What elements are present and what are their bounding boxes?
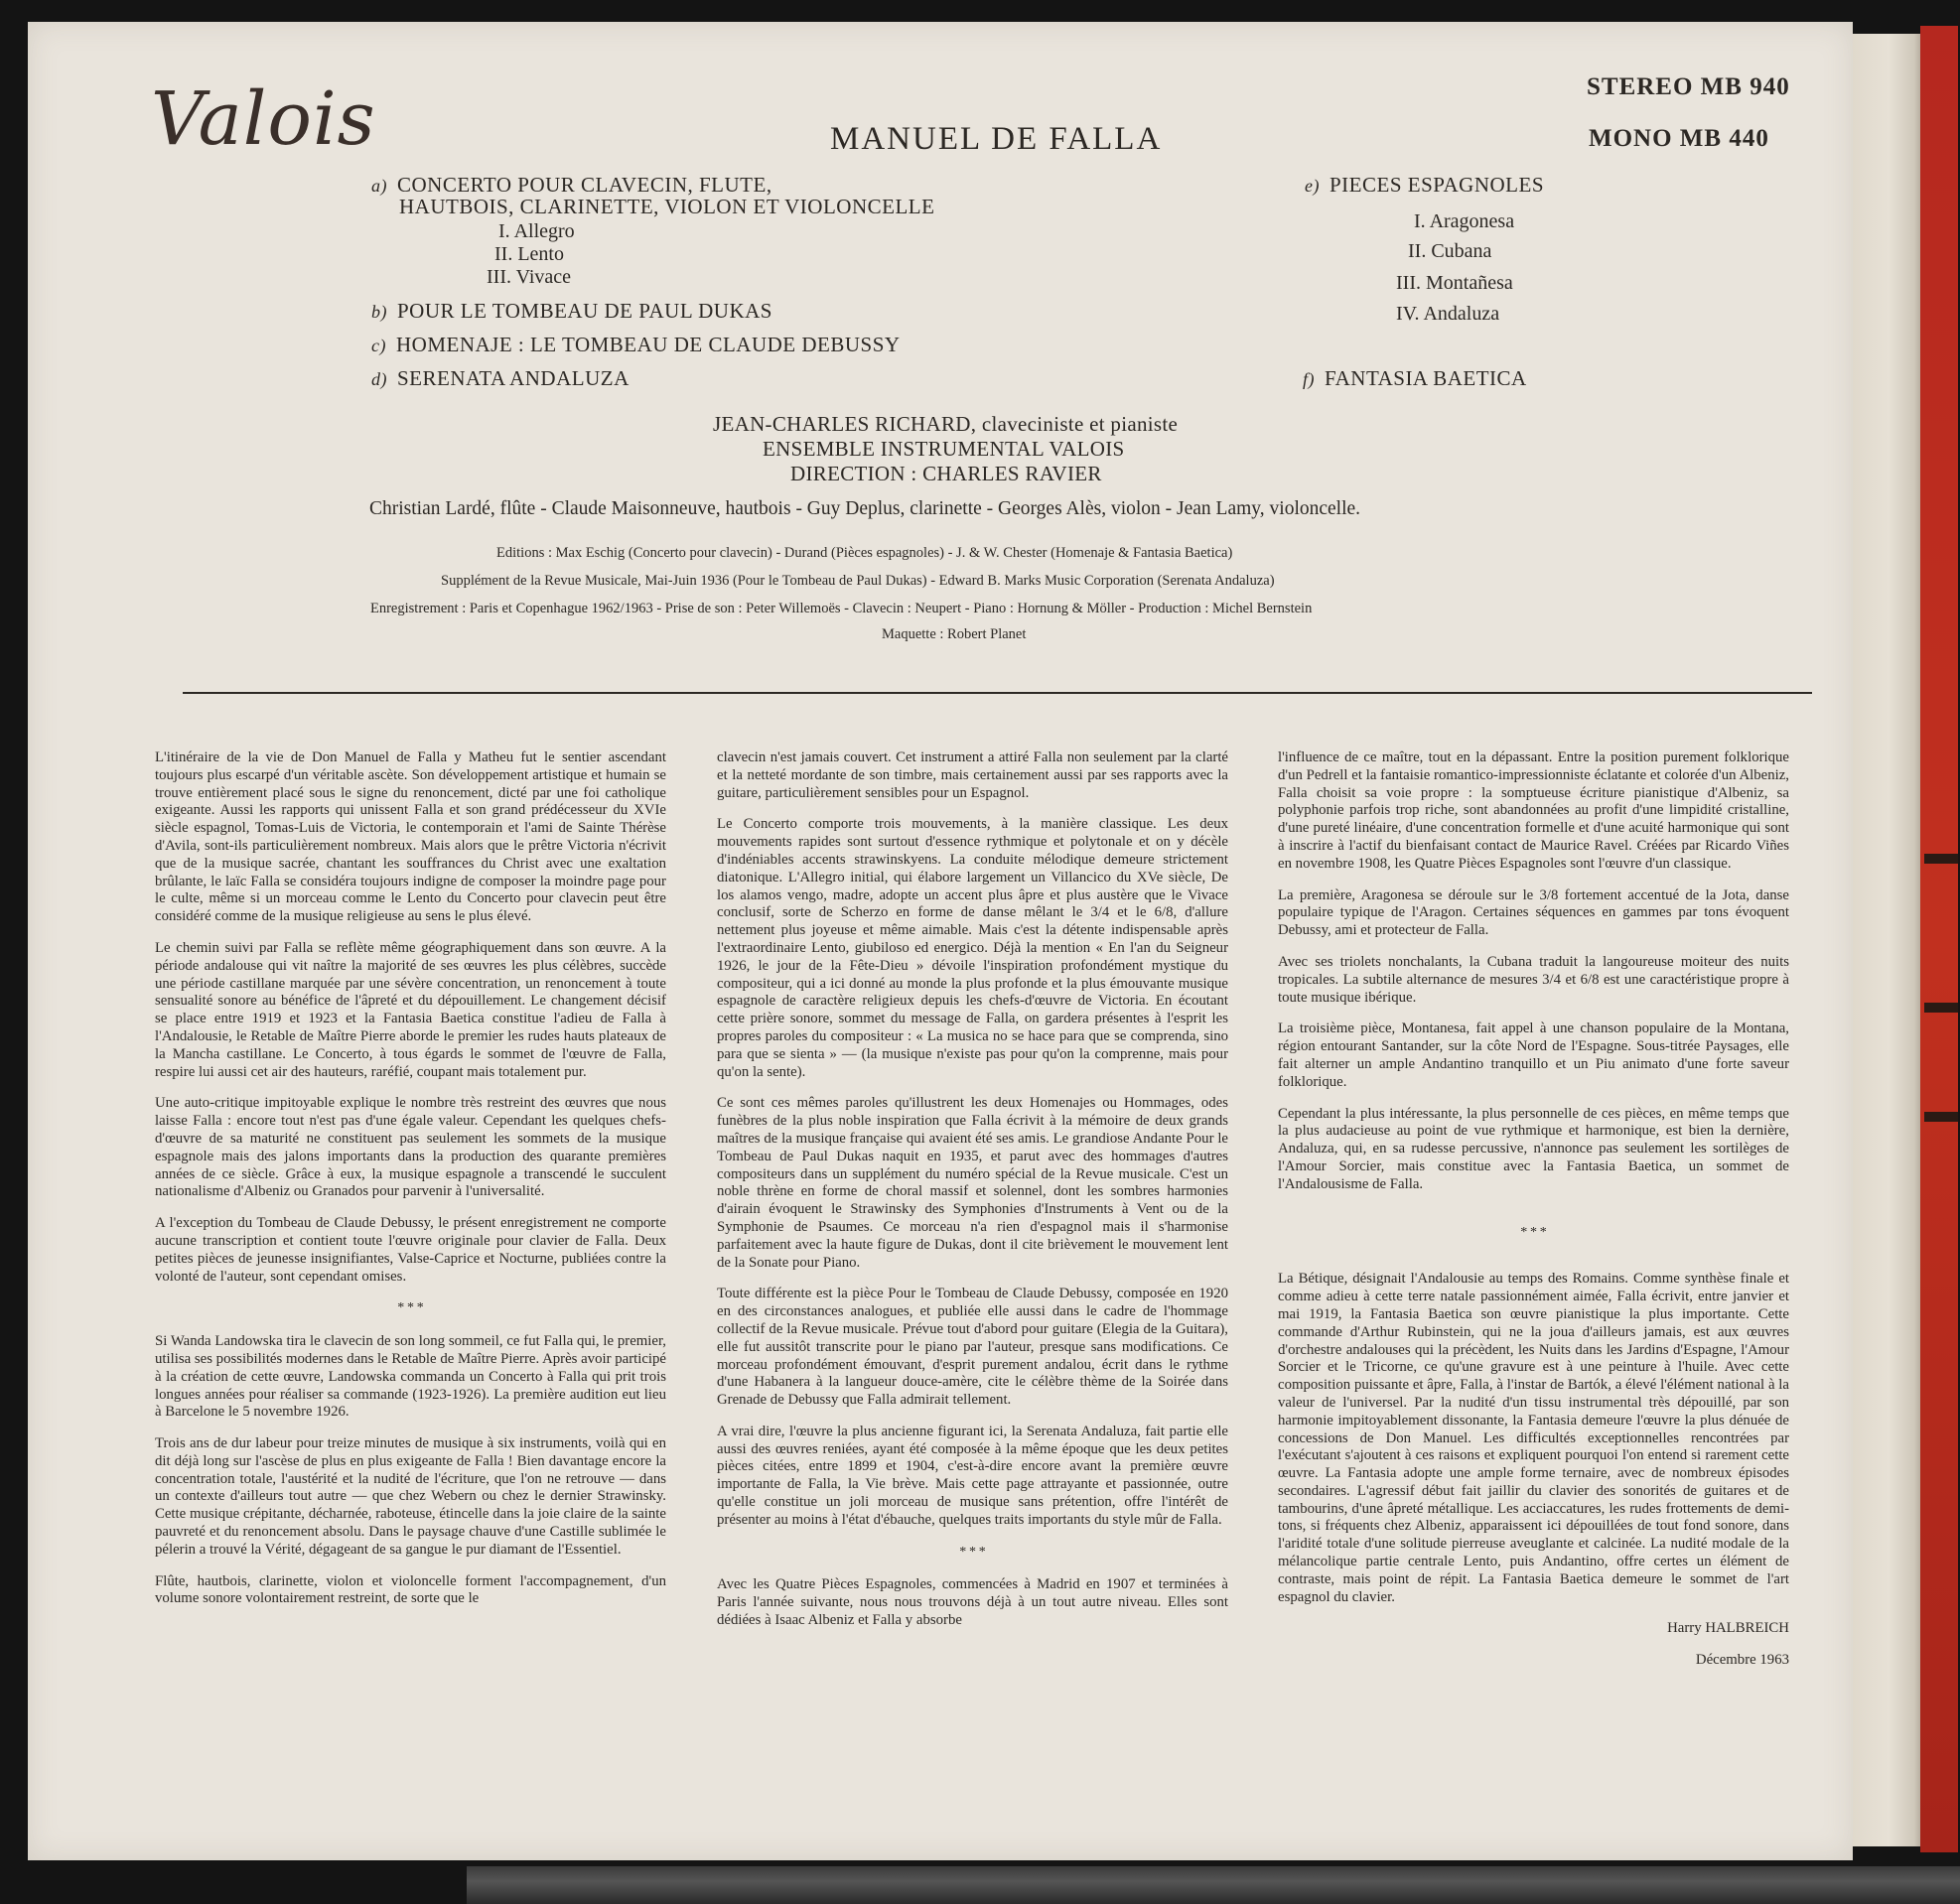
notes-column-2 xyxy=(717,749,1228,1644)
movement: IV. Andaluza xyxy=(1396,303,1500,325)
editions-line-3: Enregistrement : Paris et Copenhague 1962/1963 - Prise de son : Peter Willemoës - Clavecin : Neupert - Piano : Hornung & Möller - Production : Michel Bernstein xyxy=(370,601,1313,616)
note-paragraph: L'itinéraire de la vie de Don Manuel de Falla y Matheu fut le sentier ascendant toujours plus escarpé d'un véritable ascète. Son développement artistique et humain se trouve entièrement placé sous le signe du renoncement, dicté par une foi catholique exigeante. Aussi les rapports qui unissent Falla et son grand prédécesseur du XVIe siècle espagnol, Tomas-Luis de Victoria, le contemporain et l'ami de Sainte Thérèse d'Avila, sont-ils particulièrement nombreux. Mais alors que le prêtre Victoria n'écrivit que de la musique sacrée, chantant les souffrances du Christ avec une exaltation brûlante, le laïc Falla se considéra toujours indigne de composer la moindre page pour le culte, même si un morceau comme le Lento du Concerto pour clavecin peut être considéré comme de la musique religieuse au sens le plus élevé. xyxy=(155,749,666,925)
edge-stripe xyxy=(1924,854,1958,864)
note-paragraph: clavecin n'est jamais couvert. Cet instrument a attiré Falla non seulement par la clarté et la netteté mordante de son timbre, mais certainement aussi par ses rapports avec la guitare, particulièrement sensibles pour un Espagnol. xyxy=(717,749,1228,801)
note-paragraph: La troisième pièce, Montanesa, fait appel à une chanson populaire de la Montana, région entourant Santander, sur la côte Nord de l'Espagne. Sous-titrée Paysages, elle fait alterner un ample Andantino tranquillo et un Piu animato d'une forte saveur folklorique. xyxy=(1278,1020,1789,1090)
editions-line-4: Maquette : Robert Planet xyxy=(882,626,1027,642)
bottom-shelf xyxy=(467,1866,1960,1904)
divider-rule xyxy=(183,692,1812,694)
track-b: b) POUR LE TOMBEAU DE PAUL DUKAS xyxy=(371,299,772,323)
movement: III. Montañesa xyxy=(1396,272,1513,294)
notes-column-1 xyxy=(155,749,666,1622)
section-stars: * * * xyxy=(1520,1224,1547,1240)
note-paragraph: La Bétique, désignait l'Andalousie au temps des Romains. Comme synthèse finale et comme adieu à cette terre natale passionnément aimée, Falla écrivit, entre janvier et mai 1919, la Fantasia Baetica son œuvre pianistique la plus importante. Cette commande d'Arthur Rubinstein, qui ne la joua d'ailleurs jamais, est aux œuvres d'orchestre andalouses qui la précèdent, les Nuits dans les Jardins d'Espagne, l'Amour Sorcier et le Tricorne, ce qu'une gravure est à une peinture à l'huile. Avec cette composition puissante et âpre, Falla, à l'instar de Bartók, a élevé l'élément national à la valeur de l'universel. Par la nudité d'un tissu instrumental très dépouillé, par son harmonie impitoyablement dissonante, la Fantasia demeure l'œuvre la plus dénuée de concessions de Don Manuel. Les difficultés exceptionnelles rencontrées par l'exécutant s'ajoutent à ces raisons et expliquent pourquoi l'on entend si rarement cette œuvre. La Fantasia adopte une ample forme ternaire, avec de nombreux épisodes secondaires. L'agressif début fait jaillir du clavier des sonorités de guitares et de tambourins, d'une âpreté métallique. Les acciaccatures, les rudes frottements de demi-tons, si fréquents chez Albeniz, apparaissent ici dépouillées de tout fond sonore, dans l'aridité totale d'une solitude pierreuse aveuglante et calcinée. La nudité modale de la mélancolique partie centrale Lento, puis Andantino, offre certes un élément de contraste, mais point de répit. La Fantasia Baetica demeure le sommet de l'art espagnol du clavier. xyxy=(1278,1271,1789,1605)
note-paragraph: l'influence de ce maître, tout en la dépassant. Entre la position purement folklorique d'un Pedrell et la fantaisie romantico-impressionniste éclatante et colorée d'un Albeniz, Falla choisit sa voie propre : la somptueuse écriture pianistique d'Albeniz, sa polyphonie parfois trop riche, sont abandonnées au profit d'une limpidité cristalline, d'une pureté linéaire, d'une concentration formelle et d'une acuité harmonique qui sont à inscrire à l'actif du bienfaisant contact de Maurice Ravel. Créées par Ricardo Viñes en novembre 1908, les Quatre Pièces Espagnoles sont l'œuvre d'un classique. xyxy=(1278,749,1789,872)
movement: III. Vivace xyxy=(487,266,572,288)
movement: II. Lento xyxy=(494,243,564,265)
section-stars: * * * xyxy=(959,1544,986,1560)
track-f: f) FANTASIA BAETICA xyxy=(1303,366,1527,390)
track-d: d) SERENATA ANDALUZA xyxy=(371,366,630,390)
movement: I. Aragonesa xyxy=(1414,210,1515,232)
note-paragraph: Le Concerto comporte trois mouvements, à la manière classique. Les deux mouvements rapides sont surtout d'essence rythmique et polytonale et on y décèle d'indéniables accents strawinskyens. La conduite mélodique demeure strictement diatonique. L'Allegro initial, qui élabore largement un Villancico du XVe siècle, De los alamos vengo, madre, adopte un accent plus âpre et plus austère que le Vivace conclusif, sorte de Scherzo en forme de danse mêlant le 3/4 et le 6/8, d'allure nettement plus joyeuse et même aimable. Mais c'est la détente indispensable après l'extraordinaire Lento, giubiloso ed energico. Déjà la mention « En l'an du Seigneur 1926, le jour de la Fête-Dieu » dévoile l'inspiration profondément mystique du compositeur, qui a ici donné au monde la plus profonde et la plus émouvante musique espagnole de caractère religieux depuis les chefs-d'œuvre de Victoria. En écoutant cette prière sonore, sommet du message de Falla, on gardera présentes à l'esprit les propres paroles du compositeur : « La musica no se hace para que se comprenda, sino para que se sienta » — (la musique n'existe pas pour qu'on la comprenne, mais pour qu'on la sente). xyxy=(717,816,1228,1080)
note-paragraph: Avec les Quatre Pièces Espagnoles, commencées à Madrid en 1907 et terminées à Paris l'année suivante, nous nous trouvons déjà à un tout autre niveau. Elles sont dédiées à Isaac Albeniz et Falla y absorbe xyxy=(717,1576,1228,1629)
note-paragraph: Avec ses triolets nonchalants, la Cubana traduit la langoureuse moiteur des nuits tropicales. La subtile alternance de mesures 3/4 et 6/8 est une caractéristique propre à toute musique ibérique. xyxy=(1278,953,1789,1006)
sleeve-red-edge xyxy=(1920,26,1958,1852)
note-date: Décembre 1963 xyxy=(1695,1652,1789,1669)
edge-stripe xyxy=(1924,1112,1958,1122)
note-paragraph: Si Wanda Landowska tira le clavecin de son long sommeil, ce fut Falla qui, le premier, utilisa ses possibilités modernes dans le Retable de Maître Pierre. Après avoir participé à la création de cette œuvre, Landowska commanda un Concerto à Falla qui prit trois longues années pour réaliser sa commande (1923-1926). La première audition eut lieu à Barcelone le 5 novembre 1926. xyxy=(155,1333,666,1421)
note-paragraph: A vrai dire, l'œuvre la plus ancienne figurant ici, la Serenata Andaluza, fait partie elle aussi des œuvres reniées, ayant été composée à la même époque que les deux petites pièces citées, entre 1899 et 1904, c'est-à-dire encore avant la première œuvre importante de Falla, la Vie brève. Mais cette page attrayante et passionnée, outre qu'elle constitue un joli morceau de musique sans prétention, offre l'intérêt de présenter au moins à l'état d'ébauche, quelques traits importants du style mûr de Falla. xyxy=(717,1423,1228,1528)
note-paragraph: La première, Aragonesa se déroule sur le 3/8 fortement accentué de la Jota, danse populaire typique de l'Aragon. Certaines séquences en gammes par tons évoquent Debussy, ami et protecteur de Falla. xyxy=(1278,886,1789,939)
movement: II. Cubana xyxy=(1408,240,1492,262)
track-title: CONCERTO POUR CLAVECIN, FLUTE, xyxy=(397,173,772,197)
movement: I. Allegro xyxy=(498,220,575,242)
performer-line-3: DIRECTION : CHARLES RAVIER xyxy=(790,462,1102,485)
catalog-mono: MONO MB 440 xyxy=(1589,125,1769,152)
track-a-cont: HAUTBOIS, CLARINETTE, VIOLON ET VIOLONCELLE xyxy=(399,195,935,218)
track-letter: a) xyxy=(371,176,387,196)
editions-line-2: Supplément de la Revue Musicale, Mai-Juin 1936 (Pour le Tombeau de Paul Dukas) - Edward B. Marks Music Corporation (Serenata Andaluza) xyxy=(441,573,1275,589)
note-paragraph: Le chemin suivi par Falla se reflète même géographiquement dans son œuvre. A la période andalouse qui vit naître la majorité de ses œuvres les plus célèbres, succède une période castillane marquée par une sévère concentration, un renoncement à toute sensualité sonore au bénéfice de l'âpreté et du dépouillement. Le changement décisif se place entre 1919 et 1923 et la Fantasia Baetica constitue l'adieu de Falla à l'Andalousie, le Retable de Maître Pierre aborde le premier les rudes hauts plateaux de la Mancha castillane. Le Concerto, à tous égards le sommet de l'œuvre de Falla, respire lui aussi cet air des hauteurs, raréfié, coupant mais totalement pur. xyxy=(155,939,666,1080)
track-e: e) PIECES ESPAGNOLES xyxy=(1305,173,1545,197)
note-paragraph: Ce sont ces mêmes paroles qu'illustrent les deux Homenajes ou Hommages, odes funèbres de la plus noble inspiration que Falla écrivit à la mémoire de deux grands maîtres de la musique française qui avaient été ses amis. Le grandiose Andante Pour le Tombeau de Paul Dukas naquit en 1935, et parut avec des hommages d'autres compositeurs dans un supplément du numéro spécial de la Revue musicale. C'est un noble thrène en forme de choral massif et solennel, dont les sombres harmonies d'airain évoquent le Strawinsky des Symphonies d'Instruments à Vent ou de la Symphonie de Psaumes. Ce morceau n'a rien d'espagnol mais il s'harmonise parfaitement avec la haute figure de Dukas, dont il cite brièvement le mouvement lent de la Sonate pour Piano. xyxy=(717,1095,1228,1271)
note-paragraph: Toute différente est la pièce Pour le Tombeau de Claude Debussy, composée en 1920 en des circonstances analogues, et publiée elle aussi dans le cadre de l'hommage collectif de la Revue musicale. Prévue tout d'abord pour guitare (Elegia de la Guitara), elle fut aussitôt transcrite pour le piano par l'auteur, presque sans modifications. Ce morceau profondément émouvant, d'esprit purement andalou, écrit dans le rythme d'une Habanera à la langueur douce-amère, cite le célèbre thème de la Soirée dans Grenade de Debussy que Falla admirait tellement. xyxy=(717,1286,1228,1409)
edge-stripe xyxy=(1924,1003,1958,1013)
catalog-stereo: STEREO MB 940 xyxy=(1587,73,1790,100)
section-stars: * * * xyxy=(397,1300,424,1316)
note-paragraph: Flûte, hautbois, clarinette, violon et violoncelle forment l'accompagnement, d'un volume sonore volontairement restreint, de sorte que le xyxy=(155,1572,666,1607)
record-sleeve-back xyxy=(28,22,1853,1860)
notes-column-3 xyxy=(1278,749,1789,1684)
note-paragraph: Une auto-critique impitoyable explique le nombre très restreint des œuvres que nous laisse Falla : encore tout n'est pas d'une égale valeur. Cependant les quelques chefs-d'œuvre de sa maturité ne constituent pas seulement les sommets de la musique espagnole mais des jalons importants dans la production des quarante premières années de ce siècle. Grâce à eux, la musique espagnole a transcendé le succulent nationalisme d'Albeniz ou Granados pour parvenir à l'universalité. xyxy=(155,1095,666,1200)
editions-line-1: Editions : Max Eschig (Concerto pour clavecin) - Durand (Pièces espagnoles) - J. & W. Chester (Homenaje & Fantasia Baetica) xyxy=(496,545,1233,561)
performer-line-2: ENSEMBLE INSTRUMENTAL VALOIS xyxy=(763,437,1125,461)
composer-title: MANUEL DE FALLA xyxy=(830,121,1163,157)
author-signature: Harry HALBREICH xyxy=(1667,1620,1789,1637)
performer-line-1: JEAN-CHARLES RICHARD, claveciniste et pianiste xyxy=(713,412,1179,436)
note-paragraph: A l'exception du Tombeau de Claude Debussy, le présent enregistrement ne comporte aucune transcription et contient toute l'œuvre originale pour clavier de Falla. Deux petites pièces de jeunesse insignifiantes, Valse-Caprice et Nocturne, publiées contre la volonté de l'auteur, sont cependant omises. xyxy=(155,1215,666,1285)
note-paragraph: Trois ans de dur labeur pour treize minutes de musique à six instruments, voilà qui en dit déjà long sur l'ascèse de plus en plus exigeante de Falla ! Bien davantage encore la concentration totale, l'austérité et la nudité de l'écriture, que l'on ne retrouve — dans un contexte d'ailleurs tout autre — que chez Webern ou chez le dernier Strawinsky. Cette musique crépitante, décharnée, raboteuse, étincelle dans la joie claire de la sainte pauvreté et du renoncement absolu. Dans le paysage chauve d'une Castille sublimée le pélerin a trouvé la Vérité, dégageant de sa gangue le pur diamant de l'Essentiel. xyxy=(155,1435,666,1558)
soloists-line: Christian Lardé, flûte - Claude Maisonneuve, hautbois - Guy Deplus, clarinette - Georges Alès, violon - Jean Lamy, violoncelle. xyxy=(369,498,1361,519)
track-c: c) HOMENAJE : LE TOMBEAU DE CLAUDE DEBUSSY xyxy=(371,333,901,356)
valois-logo: Valois xyxy=(151,76,376,162)
note-paragraph: Cependant la plus intéressante, la plus personnelle de ces pièces, en même temps que la plus audacieuse au point de vue rythmique et harmonique, est bien la dernière, Andaluza, qui, en sa rudesse percussive, n'annonce pas seulement les sortilèges de l'Amour Sorcier, mais constitue avec la Fantasia Baetica, un sommet de l'Andalousisme de Falla. xyxy=(1278,1105,1789,1192)
